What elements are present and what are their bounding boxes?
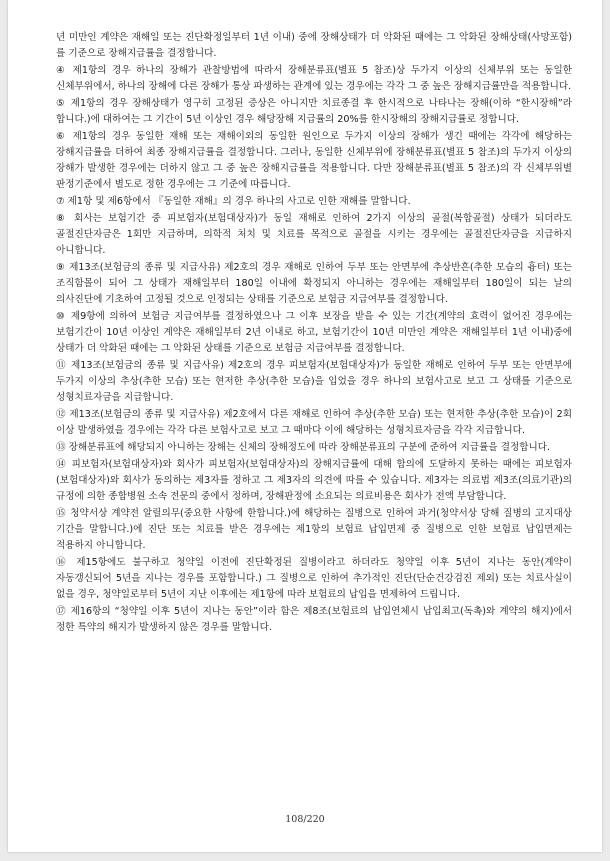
paragraph-13: ⑬ 장해분류표에 해당되지 아니하는 장해는 신체의 장해정도에 따라 장해분류표의 구분에 준하여 지급률을 결정합니다. [56,442,551,453]
paragraph-4: ④ 제1항의 경우 하나의 장해가 관찰방법에 따라서 장해분류표(별표 5 참조)상 두가지 이상의 신체부위 또는 동일한 신체부위에서, 하나의 장해에 다른 장해가 통상 파생하는 관계에 있는 경우에는 각각 그 중 높은 장해지급률만을 적용합니다. [56,65,572,92]
page-number: 108/220 [285,814,325,825]
paragraph-17: ⑰ 제16항의 “청약일 이후 5년이 지나는 동안”이라 함은 제8조(보험료의 납입연체시 납입최고(독촉)와 계약의 해지)에서 정한 특약의 해지가 발생하지 않은 경우를 말합니다. [56,606,572,633]
paragraph-9: ⑨ 제13조(보험금의 종류 및 지급사유) 제2호의 경우 재해로 인하여 두부 또는 안면부에 추상반흔(추한 모습의 흉터) 또는 조직함몰이 되어 그 상태가 재해일부터 180일 이내에 확정되지 아니하는 경우에는 재해일부터 180일이 되는 날의 의사진단에 기초하여 고정될 것으로 인정되는 상태를 기준으로 보험금 지급여부를 결정합니다. [56,262,572,305]
page-body [56,30,572,636]
paragraph-11: ⑪ 제13조(보험금의 종류 및 지급사유) 제2호의 경우 피보험자(보험대상자)가 동일한 재해로 인하여 두부 또는 안면부에 두가지 이상의 추상(추한 모습) 또는 현저한 추상(추한 모습)을 입었을 경우 하나의 보험사고로 보고 그 상태를 기준으로 성형치료자금을 지급합니다. [56,360,572,403]
paragraph-8: ⑧ 회사는 보험기간 중 피보험자(보험대상자)가 동일 재해로 인하여 2가지 이상의 골절(복합골절) 상태가 되더라도 골절진단자금은 1회만 지급하며, 의학적 처치 및 치료를 목적으로 골절을 시키는 경우에는 골절진단자금을 지급하지 아니합니다. [56,213,572,256]
paragraph-15: ⑮ 청약서상 계약전 알릴의무(중요한 사항에 한합니다.)에 해당하는 질병으로 인하여 과거(청약서상 당해 질병의 고지대상 기간을 말합니다.)에 진단 또는 치료를 받은 경우에는 제1항의 보험료 납입면제 중 질병으로 인한 보험료 납입면제는 적용하지 아니합니다. [56,508,572,551]
document-page [8,0,602,852]
paragraph-10: ⑩ 제9항에 의하여 보험금 지급여부를 결정하였으나 그 이후 보장을 받을 수 있는 기간(계약의 효력이 없어진 경우에는 보험기간이 10년 이상인 계약은 재해일부터 2년 이내로 하고, 보험기간이 10년 미만인 계약은 재해일부터 1년 이내)중에 상태가 더 악화된 때에는 그 악화된 상태를 기준으로 보험금 지급여부를 결정합니다. [56,311,572,354]
paragraph-5: ⑤ 제1항의 경우 장해상태가 영구히 고정된 증상은 아니지만 치료종결 후 한시적으로 나타나는 장해(이하 “한시장해”라 합니다.)에 대하여는 그 기간이 5년 이상인 경우 해당장해 지급률의 20%를 한시장해의 장해지급률로 정합니다. [56,98,572,125]
paragraph-6: ⑥ 제1항의 경우 동일한 재해 또는 재해이외의 동일한 원인으로 두가지 이상의 장해가 생긴 때에는 각각에 해당하는 장해지급률을 더하여 최종 장해지급률을 결정합니다. 그러나, 동일한 신체부위에 장해분류표(별표 5 참조)의 두가지 이상의 장해가 발생한 경우에는 더하지 않고 그 중 높은 장해지급률을 적용합니다. 다만 장해분류표(별표 5 참조)의 각 신체부위별 판정기준에서 별도로 정한 경우에는 그 기준에 따릅니다. [56,131,572,190]
paragraph-continuation: 년 미만인 계약은 재해일 또는 진단확정일부터 1년 이내) 중에 장해상태가 더 악화된 때에는 그 악화된 장해상태(사망포함)를 기준으로 장해지급률을 결정합니다. [56,32,572,59]
paragraph-12: ⑫ 제13조(보험금의 종류 및 지급사유) 제2호에서 다른 재해로 인하여 추상(추한 모습) 또는 현저한 추상(추한 모습)이 2회 이상 발생하였을 경우에는 각각 다른 보험사고로 보고 그 때마다 이에 해당하는 성형치료자금을 각각 지급합니다. [56,409,572,436]
paragraph-16: ⑯ 제15항에도 불구하고 청약일 이전에 진단확정된 질병이라고 하더라도 청약일 이후 5년이 지나는 동안(계약이 자동갱신되어 5년을 지나는 경우를 포함합니다.) 그 질병으로 인하여 추가적인 진단(단순건강검진 제외) 또는 치료사실이 없을 경우, 청약일로부터 5년이 지난 이후에는 제1항에 따라 보험료의 납입을 면제하여 드립니다. [56,557,572,600]
paragraph-14: ⑭ 피보험자(보험대상자)와 회사가 피보험자(보험대상자)의 장해지급률에 대해 합의에 도달하지 못하는 때에는 피보험자(보험대상자)와 회사가 동의하는 제3자를 정하고 그 제3자의 의견에 따를 수 있습니다. 제3자는 의료법 제3조(의료기관)의 규정에 의한 종합병원 소속 전문의 중에서 정하며, 장해판정에 소요되는 의료비용은 회사가 전액 부담합니다. [56,459,572,502]
paragraph-7: ⑦ 제1항 및 제6항에서 『동일한 재해』의 경우 하나의 사고로 인한 재해를 말합니다. [56,196,411,207]
